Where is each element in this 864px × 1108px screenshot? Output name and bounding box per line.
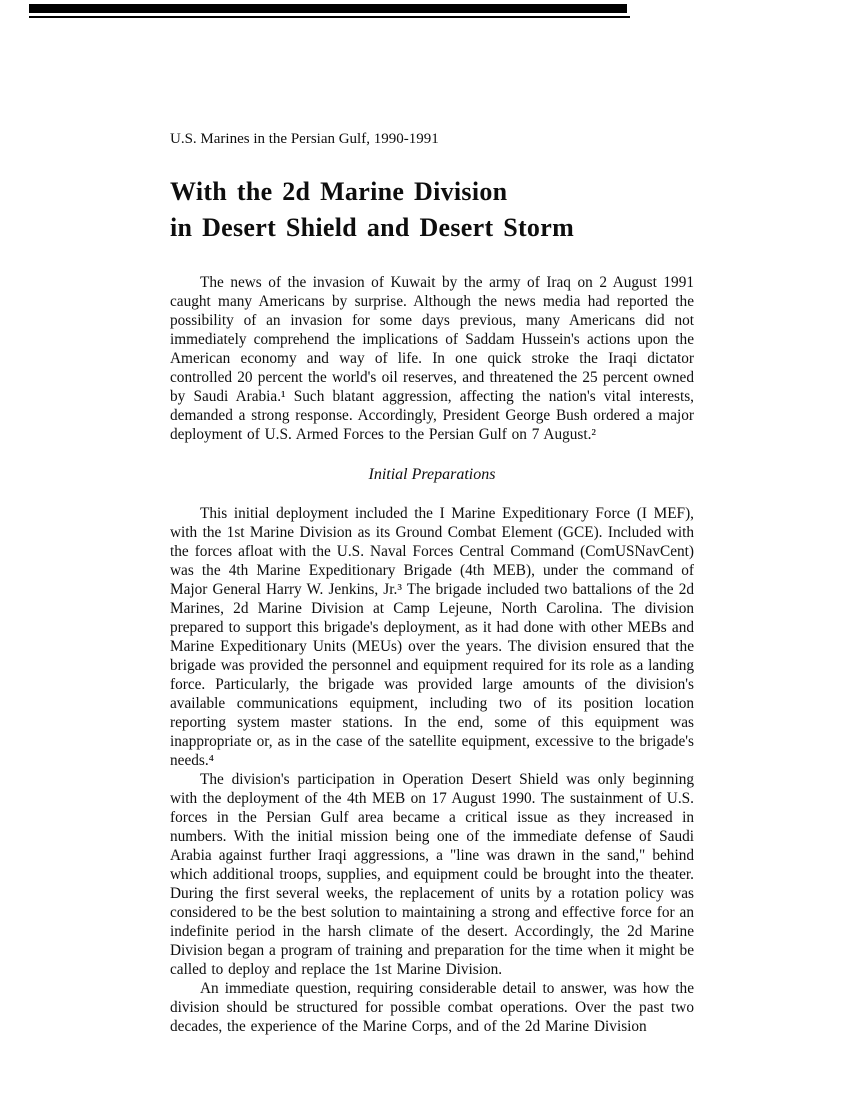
chapter-title-line2: in Desert Shield and Desert Storm (170, 213, 575, 243)
section-heading: Initial Preparations (368, 465, 496, 483)
paragraph: An immediate question, requiring considerable detail to answer, was how the division should be structured for possible combat operations. Over the past two decades, the experience of the Marine Corps, and of the 2d Marine Division (170, 979, 694, 1035)
paragraph: The division's participation in Operation Desert Shield was only beginning with the deployment of the 4th MEB on 17 August 1990. The sustainment of U.S. forces in the Persian Gulf area became a critical issue as they increased in numbers. With the initial mission being one of the immediate defense of Saudi Arabia against further Iraqi aggressions, a "line was drawn in the sand," behind which additional troops, supplies, and equipment could be brought into the theater. During the first several weeks, the replacement of units by a rotation policy was considered to be the best solution to maintaining a strong and effective force for an indefinite period in the harsh climate of the desert. Accordingly, the 2d Marine Division began a program of training and preparation for the time when it might be called to deploy and replace the 1st Marine Division. (170, 770, 694, 978)
body-text (170, 273, 694, 1036)
page-content (170, 130, 694, 1036)
scan-artifact-bar (29, 4, 627, 13)
chapter-title (170, 174, 694, 247)
paragraph: The news of the invasion of Kuwait by the army of Iraq on 2 August 1991 caught many Americans by surprise. Although the news media had reported the possibility of an invasion for some days previous, many Americans did not immediately comprehend the implications of Saddam Hussein's actions upon the American economy and way of life. In one quick stroke the Iraqi dictator controlled 20 percent the world's oil reserves, and threatened the 25 percent owned by Saudi Arabia.¹ Such blatant aggression, affecting the nation's vital interests, demanded a strong response. Accordingly, President George Bush ordered a major deployment of U.S. Armed Forces to the Persian Gulf on 7 August.² (170, 273, 694, 443)
scan-artifact-line (29, 16, 630, 18)
paragraph: This initial deployment included the I Marine Expeditionary Force (I MEF), with the 1st Marine Division as its Ground Combat Element (GCE). Included with the forces afloat with the U.S. Naval Forces Central Command (ComUSNavCent) was the 4th Marine Expeditionary Brigade (4th MEB), under the command of Major General Harry W. Jenkins, Jr.³ The brigade included two battalions of the 2d Marines, 2d Marine Division at Camp Lejeune, North Carolina. The division prepared to support this brigade's deployment, as it had done with other MEBs and Marine Expeditionary Units (MEUs) over the years. The division ensured that the brigade was provided the personnel and equipment required for its role as a landing force. Particularly, the brigade was provided large amounts of the division's available communications equipment, including two of its position location reporting system master stations. In the end, some of this equipment was inappropriate or, as in the case of the satellite equipment, excessive to the brigade's needs.⁴ (170, 504, 695, 769)
chapter-title-line1: With the 2d Marine Division (170, 177, 508, 206)
running-header: U.S. Marines in the Persian Gulf, 1990-1991 (170, 131, 439, 147)
